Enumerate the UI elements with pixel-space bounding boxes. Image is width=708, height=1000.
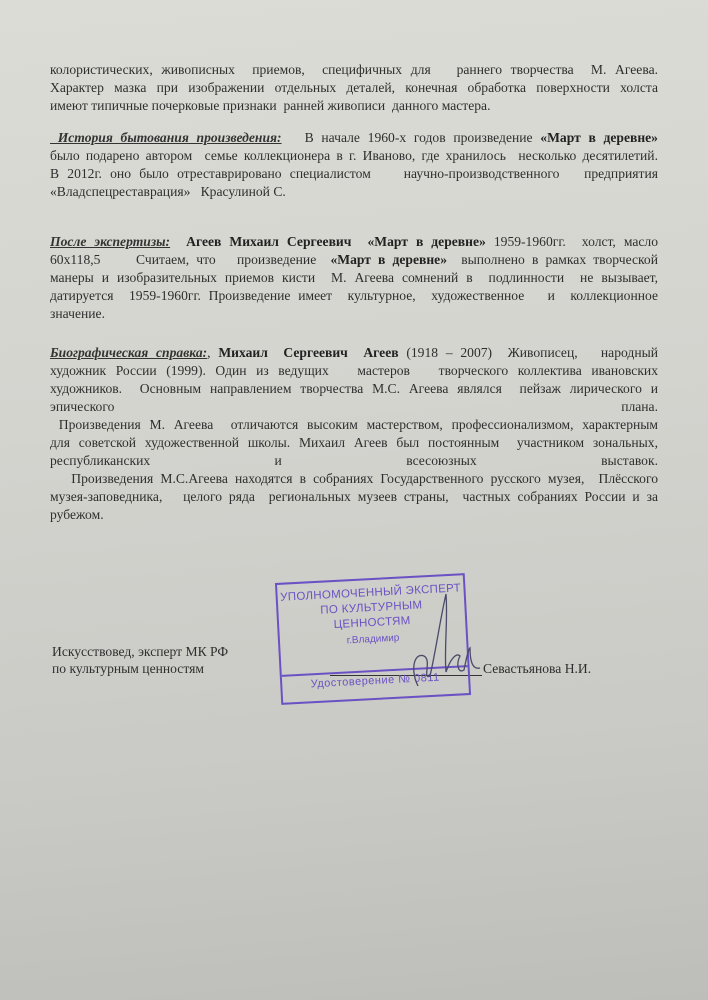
text-line (50, 269, 658, 287)
bold-text: «Март в деревне» (330, 252, 448, 267)
text-segment: 1959-1960гг. холст, масло (485, 234, 659, 249)
text-line (50, 129, 658, 147)
paragraph-biography (50, 344, 658, 524)
text-line (50, 416, 658, 434)
text-line (50, 380, 658, 398)
text-line (50, 470, 658, 488)
text-segment: республиканских и всесоюзных выставок. (50, 453, 658, 468)
text-line (50, 233, 658, 251)
text-segment (170, 234, 186, 249)
expert-title-line2: по культурным ценностям (52, 661, 204, 676)
text-segment: рубежом. (50, 507, 104, 522)
text-segment: для советской художественной школы. Михаил Агеев был постоянным участником зональных, (50, 435, 658, 450)
text-line (50, 434, 658, 452)
stamp-city: г.Владимир (346, 632, 400, 647)
text-line (50, 165, 658, 183)
stamp-line1: УПОЛНОМОЧЕННЫЙ ЭКСПЕРТ (279, 582, 462, 604)
stamp-line2: ПО КУЛЬТУРНЫМ (320, 599, 423, 617)
expert-title-line1: Искусствовед, эксперт МК РФ (52, 644, 229, 659)
text-segment: колористических, живописных приемов, специфичных для раннего творчества М. Агеева. (50, 62, 658, 77)
stamp-certificate: Удостоверение № 0811 (310, 671, 441, 691)
bold-text: Михаил Сергеевич Агеев (218, 345, 399, 360)
text-line (50, 398, 658, 416)
bold-text: «Март в деревне» (540, 130, 658, 145)
paragraph-after-expertise (50, 233, 658, 323)
section-heading: Биографическая справка: (50, 345, 208, 360)
text-line (50, 452, 658, 470)
text-line (50, 79, 658, 97)
text-segment: датируется 1959-1960гг. Произведение имеет культурное, художественное и коллекционное (50, 288, 658, 303)
handwritten-signature (400, 590, 490, 690)
text-segment: (1918 – 2007) Живописец, народный (398, 345, 659, 360)
text-line (50, 147, 658, 165)
paragraph-history (50, 129, 658, 201)
text-line (50, 305, 658, 323)
expert-name: Севастьянова Н.И. (483, 661, 592, 676)
text-segment: выполнено в рамках творческой (447, 252, 658, 267)
paragraph-intro (50, 61, 658, 115)
text-segment: художник России (1999). Один из ведущих мастеров творческого коллектива ивановских (50, 363, 658, 378)
text-segment: 60х118,5 Считаем, что произведение (50, 252, 331, 267)
text-line (50, 97, 658, 115)
text-segment: Произведения М.С.Агеева находятся в собраниях Государственного русского музея, Плёсского (50, 471, 658, 486)
text-segment: , (207, 345, 219, 360)
text-segment: манеры и изобразительных приемов кисти М. Агеева сомнений в подлинности не вызывает, (50, 270, 658, 285)
text-line (50, 506, 658, 524)
text-segment: «Владспецреставрация» Красулиной С. (50, 184, 286, 199)
text-line (50, 183, 658, 201)
stamp-line3: ЦЕННОСТЯМ (333, 615, 411, 632)
bold-text: Агеев Михаил Сергеевич «Март в деревне» (186, 234, 486, 249)
text-line (50, 287, 658, 305)
text-segment: В начале 1960-х годов произведение (281, 130, 541, 145)
text-segment: имеют типичные почерковые признаки ранней живописи данного мастера. (50, 98, 491, 113)
text-segment: В 2012г. оно было отреставрировано специалистом научно-производственного предприятия (50, 166, 658, 181)
text-segment: музея-заповедника, целого ряда региональных музеев страны, частных собраниях России и за (50, 489, 658, 504)
text-segment: значение. (50, 306, 105, 321)
text-line (50, 488, 658, 506)
text-line (50, 61, 658, 79)
text-segment: было подарено автором семье коллекционера в г. Иваново, где хранилось несколько десятилетий. (50, 148, 658, 163)
section-heading: После экспертизы: (50, 234, 171, 249)
section-heading: История бытования произведения: (50, 130, 282, 145)
text-line (50, 251, 658, 269)
text-segment: эпического плана. (50, 399, 658, 414)
text-line (50, 362, 658, 380)
text-segment: Характер мазка при изображении отдельных деталей, конечная обработка поверхности холста (50, 80, 658, 95)
text-segment: Произведения М. Агеева отличаются высоким мастерством, профессионализмом, характерным (50, 417, 658, 432)
text-line (50, 344, 658, 362)
text-segment: художников. Основным направлением творчества М.С. Агеева являлся пейзаж лирического и (50, 381, 658, 396)
